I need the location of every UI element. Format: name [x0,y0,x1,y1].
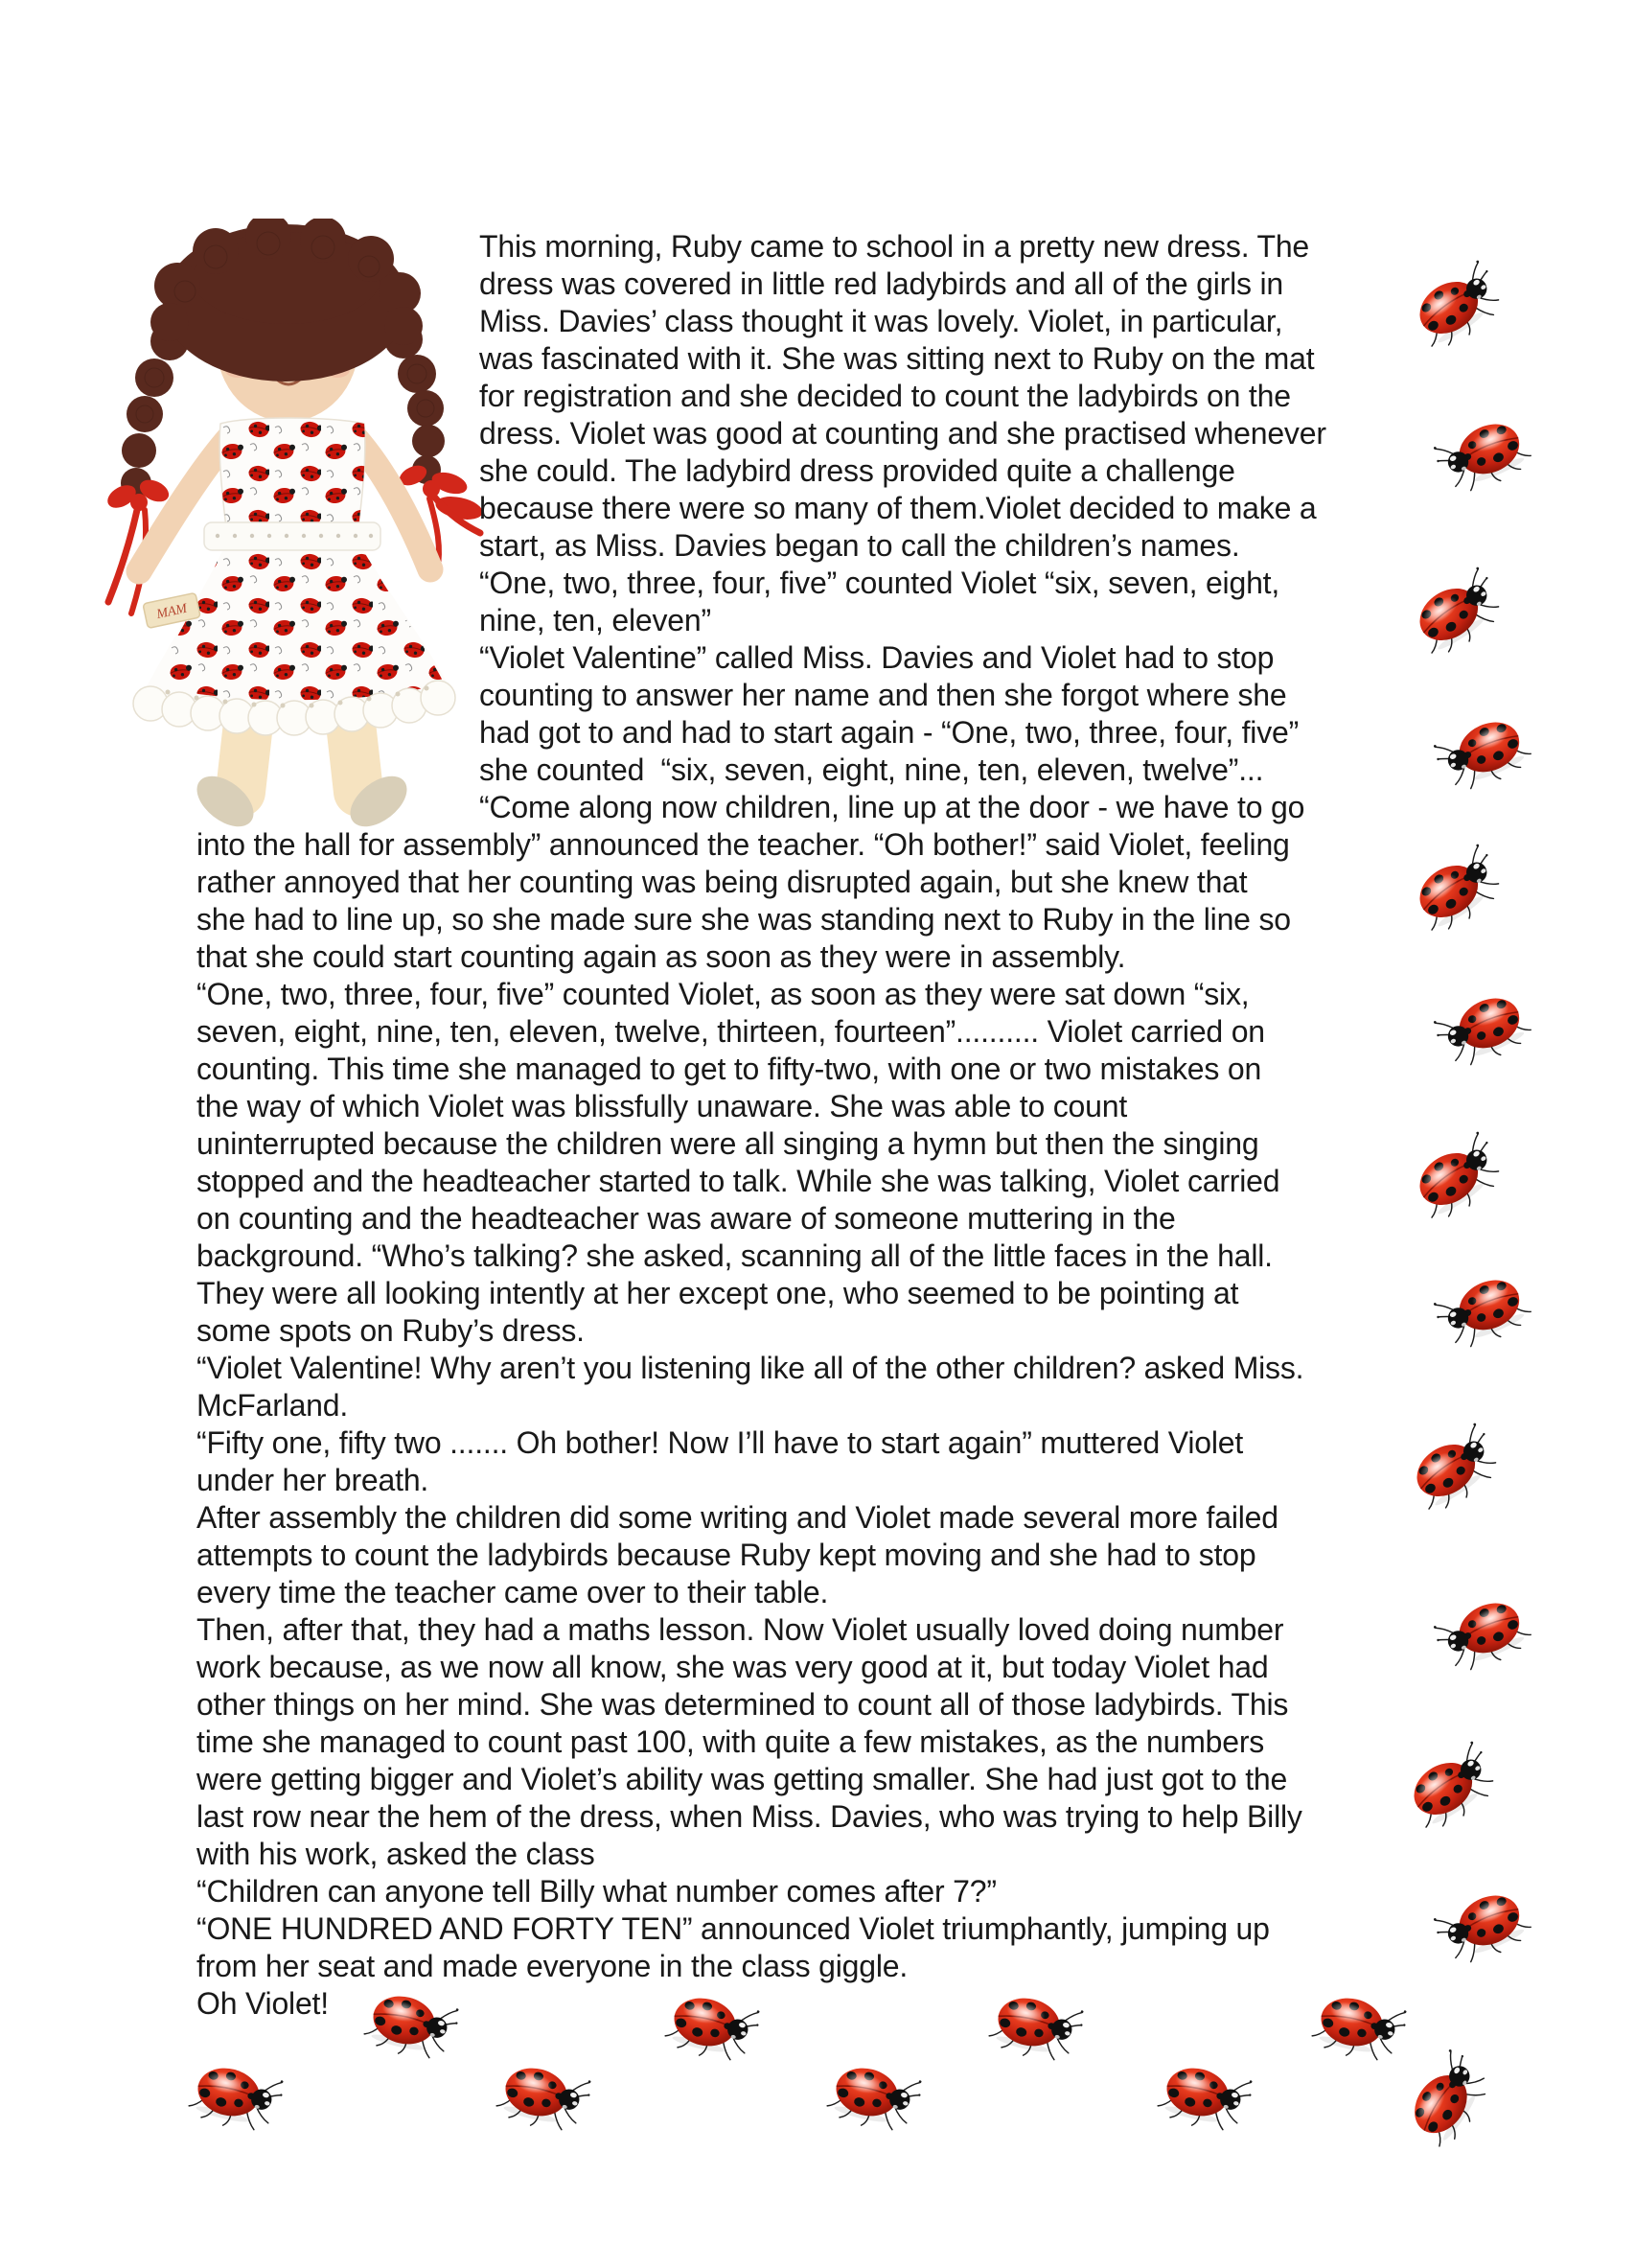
story-line: stopped and the headteacher started to talk. While she was talking, Violet carried [196,1164,1280,1198]
ladybird-icon [183,2050,288,2140]
ladybird-icon [1152,2050,1256,2140]
story-line: seven, eight, nine, ten, eleven, twelve, thirteen, fourteen”.......... Violet carried on [196,1014,1265,1049]
story-line: nine, ten, eleven” [479,603,711,637]
ladybird-icon [821,2050,926,2140]
story-line: Miss. Davies’ class thought it was lovely. Violet, in particular, [479,304,1283,338]
story-line: on counting and the headteacher was aware of someone muttering in the [196,1201,1176,1236]
story-line: Then, after that, they had a maths lesson. Now Violet usually loved doing number [196,1612,1284,1647]
story-line: “Violet Valentine” called Miss. Davies and Violet had to stop [479,640,1275,675]
story-line: she had to line up, so she made sure she was standing next to Ruby in the line so [196,902,1291,937]
story-line: from her seat and made everyone in the class giggle. [196,1949,909,1983]
story-line: work because, as we now all know, she was very good at it, but today Violet had [196,1650,1269,1684]
story-line: had got to and had to start again - “One, two, three, four, five” [479,715,1300,750]
story-line: counting to answer her name and then she forgot where she [479,678,1287,712]
story-line: time she managed to count past 100, with quite a few mistakes, as the numbers [196,1724,1265,1759]
story-line: This morning, Ruby came to school in a pretty new dress. The [479,229,1310,264]
story-wrapped-lines [196,228,1596,826]
ladybird-icon [1392,2043,1500,2156]
story-line: because there were so many of them.Violet decided to make a [479,491,1317,525]
story-line: “One, two, three, four, five” counted Violet “six, seven, eight, [479,566,1280,600]
story-line: that she could start counting again as soon as they were in assembly. [196,939,1126,974]
story-line: dress was covered in little red ladybirds and all of the girls in [479,266,1283,301]
story-line: were getting bigger and Violet’s ability was getting smaller. She had just got to the [196,1762,1288,1796]
story-line: background. “Who’s talking? she asked, scanning all of the little faces in the hall. [196,1238,1273,1273]
story-line: every time the teacher came over to their table. [196,1575,829,1609]
story-line: into the hall for assembly” announced the teacher. “Oh bother!” said Violet, feeling [196,827,1290,862]
story-line: she counted “six, seven, eight, nine, ten, eleven, twelve”... [479,752,1264,787]
story-line: “Fifty one, fifty two ....... Oh bother! Now I’ll have to start again” muttered Violet [196,1425,1244,1460]
story-line: was fascinated with it. She was sitting next to Ruby on the mat [479,341,1315,376]
story-line: “Children can anyone tell Billy what number comes after 7?” [196,1874,997,1909]
story-line: for registration and she decided to count the ladybirds on the [479,379,1291,413]
story-line: McFarland. [196,1388,349,1423]
story-line: “Violet Valentine! Why aren’t you listening like all of the other children? asked Miss. [196,1351,1304,1385]
story-line: she could. The ladybird dress provided quite a challenge [479,453,1235,488]
story-line: rather annoyed that her counting was being disrupted again, but she knew that [196,865,1248,899]
story-line: counting. This time she managed to get to fifty-two, with one or two mistakes on [196,1052,1262,1086]
story-line: uninterrupted because the children were all singing a hymn but then the singing [196,1126,1259,1161]
story-line: After assembly the children did some writing and Violet made several more failed [196,1500,1278,1535]
doll-tag-label: MAM [155,601,189,623]
story-text [196,228,1596,2023]
story-line: “One, two, three, four, five” counted Violet, as soon as they were sat down “six, [196,977,1250,1011]
story-line: other things on her mind. She was determined to count all of those ladybirds. This [196,1687,1289,1722]
story-line: the way of which Violet was blissfully unaware. She was able to count [196,1089,1128,1123]
ladybird-icon [491,2050,595,2140]
story-line: with his work, asked the class [196,1837,595,1871]
story-line: dress. Violet was good at counting and she practised whenever [479,416,1326,451]
story-line: They were all looking intently at her except one, who seemed to be pointing at [196,1276,1239,1310]
story-line: Oh Violet! [196,1986,329,2021]
story-full-lines [196,826,1596,2023]
story-line: last row near the hem of the dress, when Miss. Davies, who was trying to help Billy [196,1799,1302,1834]
story-line: under her breath. [196,1463,429,1497]
story-line: attempts to count the ladybirds because Ruby kept moving and she had to stop [196,1538,1256,1572]
story-line: “ONE HUNDRED AND FORTY TEN” announced Violet triumphantly, jumping up [196,1911,1270,1946]
story-line: start, as Miss. Davies began to call the children’s names. [479,528,1240,563]
story-line: some spots on Ruby’s dress. [196,1313,585,1348]
story-line: “Come along now children, line up at the door - we have to go [479,790,1305,824]
